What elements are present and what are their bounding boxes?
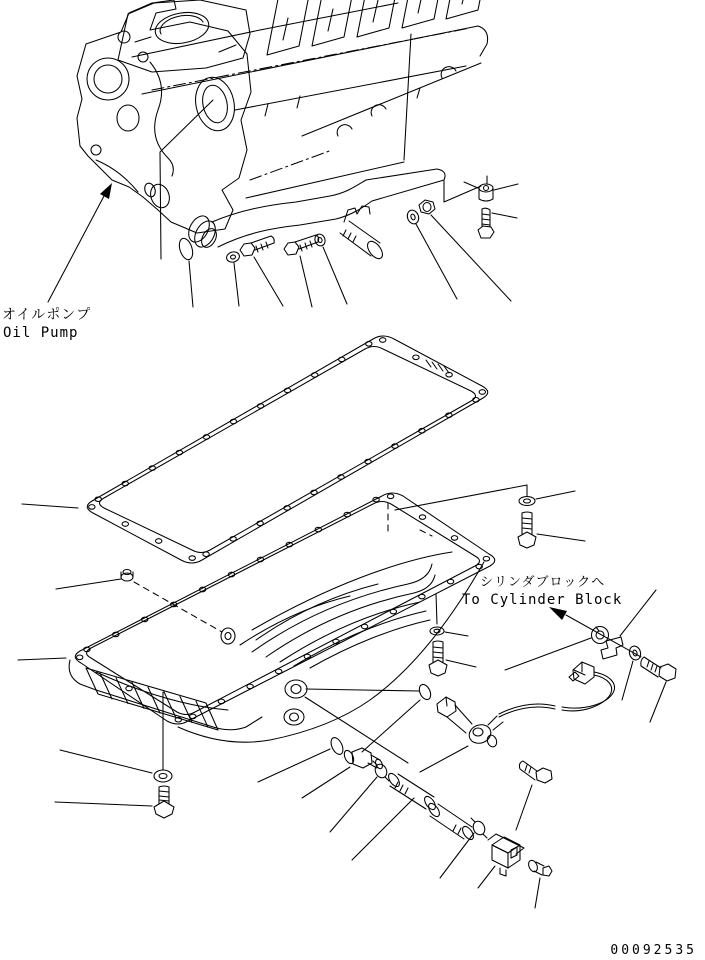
cap-nut [479,184,493,201]
leader-line [352,798,414,860]
washer [628,645,642,661]
leader-line [56,579,121,589]
bolt [518,512,536,548]
plug-bolt [121,570,133,582]
flange-bolt-hole [218,699,224,704]
bolt [641,657,676,681]
leader-line [404,34,411,160]
suction-tube [218,180,444,247]
leader-line [258,749,330,782]
block-centerline [250,150,332,180]
drain-plug-bolt [154,786,174,818]
gear-bore [87,58,129,100]
flange-bolt-hole [339,357,345,362]
leader-line [306,689,419,691]
flange-bolt-hole [380,338,386,343]
leader-line [234,263,239,306]
oil-pan-gasket [22,336,488,563]
flange-bolt-hole [203,552,209,557]
flange-bolt-hole [89,505,95,510]
engine-block [77,0,490,233]
flange-bolt-hole [387,494,393,499]
level-gauge-guide [437,697,503,748]
block-rail-tabs [265,67,456,136]
leader-line [330,777,377,832]
leader-line [478,866,495,888]
leader-line [362,700,420,752]
o-ring [417,683,433,702]
level-gauge-harness-assembly [420,590,676,830]
plug [527,859,552,876]
block-side-rail [235,66,466,110]
leader-line [189,261,193,307]
strainer-tube [340,206,385,261]
leader-line [416,224,457,299]
washer [225,250,240,263]
oil-pump-label-en: Oil Pump [3,325,79,341]
oil-pan [18,493,495,818]
leader-line [395,485,527,510]
leader-line [300,256,312,307]
flange-bolt-hole [247,684,253,689]
leader-line [420,746,468,772]
flange-bolt-hole [413,355,419,360]
leader-line [440,833,474,878]
oil-pump-callout [2,183,112,341]
oil-suction-tube-assembly [160,34,518,307]
washer [405,209,420,226]
leader-line [160,100,213,259]
locate-line [134,582,222,632]
flange-bolt-hole [276,669,282,674]
leader-line [22,504,78,508]
washer [154,770,172,782]
flange-bolt-hole [451,536,457,541]
bolt [429,641,447,676]
pan-centerline [388,503,432,536]
leader-line [55,750,152,806]
flange-bolt-hole [479,390,485,395]
oil-pump-label-ja: オイルポンプ [2,307,92,323]
leader-line [464,176,518,190]
block-openings [267,0,490,55]
to-cylinder-block-label-ja: シリンダブロックへ [480,575,606,590]
harness-wire [499,672,614,717]
flange-bolt-hole [419,594,425,599]
tube-bracket [344,206,370,222]
leader-line [302,767,350,798]
wire-harness-connector [569,662,594,684]
bolt [284,235,319,255]
flange-bolt-hole [483,556,489,561]
leader-line [254,257,283,306]
flange-bolt-hole [366,342,372,347]
flange-bolt-hole [189,556,195,561]
leader-line [537,534,585,541]
pan-flange-inner [87,502,480,715]
block-side-rail [142,26,488,94]
tube-flange [190,217,219,250]
leader-line [446,660,476,667]
leader-line [18,658,66,660]
leader-line [536,491,575,499]
flange-bolt-hole [122,522,128,527]
leader-line [620,590,656,636]
arrowhead-icon [549,607,567,620]
leader-line [516,785,532,830]
hose-clamp [373,761,389,781]
gasket-bolt-holes [89,338,486,561]
pan-hole-boss [221,628,235,644]
oil-pump-arrow-line [48,196,104,302]
block-side-rail [302,63,481,136]
leader-line [431,215,511,301]
suction-tube [212,169,437,222]
flange-bolt-hole [156,539,162,544]
drain-boss [284,680,307,725]
nut [419,200,435,214]
bolt [240,236,274,256]
bolt [519,761,552,783]
flange-bolt-hole [419,515,425,520]
to-cylinder-block-label-en: To Cylinder Block [462,592,623,608]
pan-interior-ribs [240,552,452,668]
leader-line [650,682,666,722]
hose [426,802,475,842]
pan-rib-band [86,668,218,730]
leader-line [622,661,633,700]
block-bottom-edge [246,162,404,198]
leader-line [444,181,481,202]
mounting-bolt-set [395,485,585,548]
leader-line [445,632,468,636]
leader-line [323,247,347,304]
hose [386,772,437,812]
flange-bolt-hole [312,373,318,378]
oil-pump-arrowhead-icon [100,183,112,199]
washer [519,497,535,506]
flange-bolt-hole [77,655,83,660]
leader-line [492,213,517,218]
drawing-part-number: 00092535 [610,943,697,958]
o-ring [329,736,346,757]
flange-bolt-hole [361,624,367,629]
leader-line [535,878,540,908]
flange-bolt-hole [447,579,453,584]
cylinder-block-callout [462,575,641,657]
leader-line [436,594,437,624]
o-ring [177,237,195,262]
sensor-block [488,834,524,876]
